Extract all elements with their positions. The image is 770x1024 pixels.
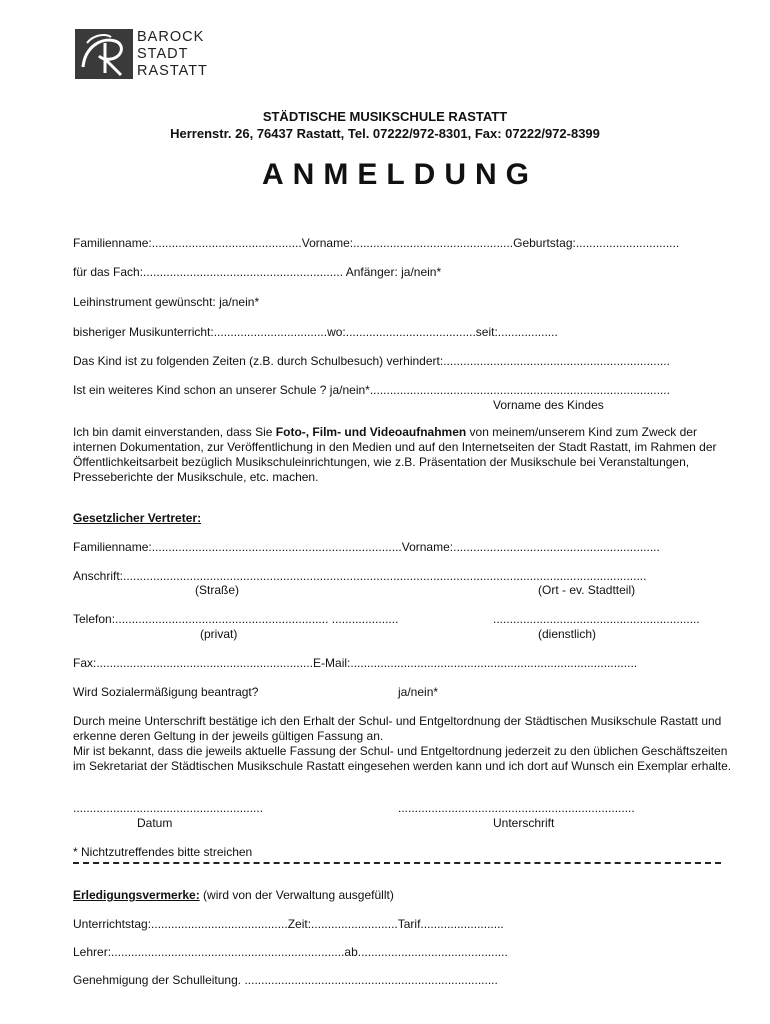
city-logo-text xyxy=(137,29,208,80)
signature-caption: Unterschrift xyxy=(493,816,555,830)
consent-pre: Ich bin damit einverstanden, dass Sie xyxy=(73,425,276,439)
guardian-name-field[interactable]: Familienname:...........................................................................Vorname:.............................................................. xyxy=(73,540,660,554)
school-address: Herrenstr. 26, 76437 Rastatt, Tel. 07222/972-8301, Fax: 07222/972-8399 xyxy=(170,126,600,141)
footnote: * Nichtzutreffendes bitte streichen xyxy=(73,845,253,859)
sibling-caption: Vorname des Kindes xyxy=(493,398,604,412)
discount-answer[interactable]: ja/nein* xyxy=(398,685,439,699)
form-title: ANMELDUNG xyxy=(262,158,538,191)
previous-lessons-field[interactable]: bisheriger Musikunterricht:..................................wo:.......................................seit:.................. xyxy=(73,325,558,339)
street-caption: (Straße) xyxy=(195,583,240,597)
instrument-loan-field[interactable]: Leihinstrument gewünscht: ja/nein* xyxy=(73,295,260,309)
date-caption: Datum xyxy=(137,816,173,830)
phone-business-field[interactable]: .............................................................. xyxy=(493,612,700,626)
date-field[interactable]: ......................................................... xyxy=(73,801,264,815)
terms-text: Durch meine Unterschrift bestätige ich den Erhalt der Schul- und Entgeltordnung der Städtischen Musikschule Rastatt und erkenne deren Geltung in der jeweils gültigen Fassung an. Mir ist bekannt, dass die jeweils aktuelle Fassung der Schul- und Entgeltordnung jederzeit zu den üblichen Geschäftszeiten im Sekretariat der Städtischen Musikschule Rastatt eingesehen werden kann und ich dort auf Wunsch ein Exemplar erhalte. xyxy=(73,714,732,773)
city-caption: (Ort - ev. Stadtteil) xyxy=(538,583,636,597)
logo-line-2: STADT xyxy=(137,46,189,62)
subject-field[interactable]: für das Fach:............................................................ Anfänger: ja/nein* xyxy=(73,265,442,279)
school-name: STÄDTISCHE MUSIKSCHULE RASTATT xyxy=(262,109,508,124)
unavailable-times-field[interactable]: Das Kind ist zu folgenden Zeiten (z.B. durch Schulbesuch) verhindert:.................................................................... xyxy=(73,354,670,368)
fax-email-field[interactable]: Fax:.................................................................E-Mail:...................................................................................... xyxy=(73,656,638,670)
sibling-field[interactable]: Ist ein weiteres Kind schon an unserer Schule ? ja/nein*.......................................................................................... xyxy=(73,383,670,397)
consent-bold: Foto-, Film- und Videoaufnahmen xyxy=(275,425,467,439)
business-caption: (dienstlich) xyxy=(538,627,597,641)
guardian-heading: Gesetzlicher Vertreter: xyxy=(73,511,202,525)
consent-post: von meinem/unserem Kind zum Zweck der internen Dokumentation, zur Veröffentlichung in den Medien und auf den Internetseiten der Stadt Rastatt, im Rahmen der Öffentlichkeitsarbeit bezüglich Musikschuleinrichtungen, wie z.B. Präsentation der Musikschule bei Veranstaltungen, Presseberichte der Musikschule, etc. machen. xyxy=(73,425,717,484)
admin-heading: Erledigungsvermerke: xyxy=(73,888,200,902)
city-logo-mark xyxy=(75,29,133,79)
discount-question: Wird Sozialermäßigung beantragt? xyxy=(73,685,259,699)
student-name-field[interactable]: Familienname:.............................................Vorname:................................................Geburtstag:............................... xyxy=(73,236,680,250)
logo-line-3: RASTATT xyxy=(137,63,208,79)
section-divider xyxy=(73,862,721,864)
private-caption: (privat) xyxy=(200,627,238,641)
teacher-field[interactable]: Lehrer:......................................................................ab............................................. xyxy=(73,945,508,959)
phone-private-field[interactable]: Telefon:................................................................ .................... xyxy=(73,612,399,626)
admin-heading-note: (wird von der Verwaltung ausgefüllt) xyxy=(199,888,394,902)
logo-line-1: BAROCK xyxy=(137,29,205,45)
guardian-address-field[interactable]: Anschrift:............................................................................................................................................................. xyxy=(73,569,647,583)
lesson-schedule-field[interactable]: Unterrichtstag:.........................................Zeit:..........................Tarif......................... xyxy=(73,917,504,931)
media-consent xyxy=(73,425,733,485)
signature-field[interactable]: ....................................................................... xyxy=(398,801,635,815)
admin-heading-row xyxy=(73,888,394,903)
approval-field[interactable]: Genehmigung der Schulleitung. ............................................................................ xyxy=(73,973,498,987)
